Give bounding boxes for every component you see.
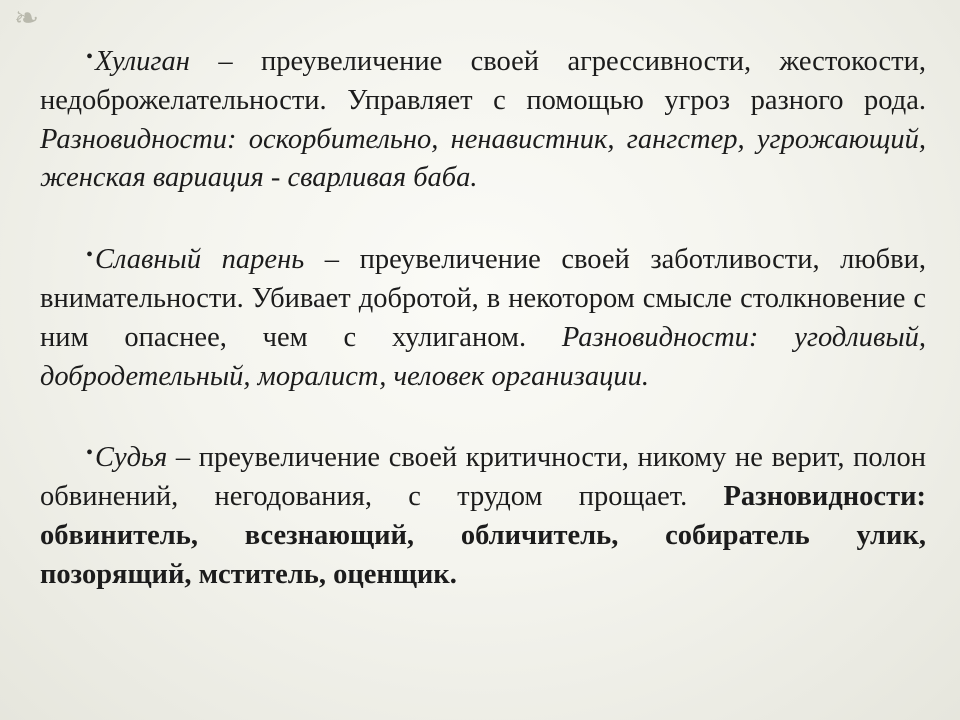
item-variants: Разновидности: оскорбительно, ненавистник, гангстер, угрожающий, женская вариация - сварливая баба. [40,123,926,194]
item-term: Славный парень [95,244,305,276]
item-term: Хулиган [95,46,190,77]
bullet-icon: • [86,46,94,68]
list-item-judge [40,434,926,594]
item-description: – преувеличение своей критичности, никому не верит, полон обвинений, негодования, с трудом прощает. [40,442,926,513]
list-item-nice-guy [40,236,926,396]
slide-content [40,38,926,633]
bullet-icon: • [86,442,94,465]
corner-ornament-icon: ❧ [14,2,40,35]
item-variants: Разновидности: обвинитель, всезнающий, обличитель, собиратель улик, позорящий, мститель, оценщик. [40,481,926,590]
item-description: – преувеличение своей агрессивности, жестокости, недоброжелательности. Управляет с помощью угроз разного рода. [40,46,926,116]
bullet-icon: • [86,244,94,267]
item-variants: Разновидности: угодливый, добродетельный, моралист, человек организации. [40,321,927,392]
item-description: – преувеличение своей заботливости, любви, внимательности. Убивает добротой, в некотором смысле столкновение с ним опаснее, чем с хулиганом. [40,244,926,353]
list-item-hooligan [40,38,926,198]
item-term: Судья [95,442,168,474]
